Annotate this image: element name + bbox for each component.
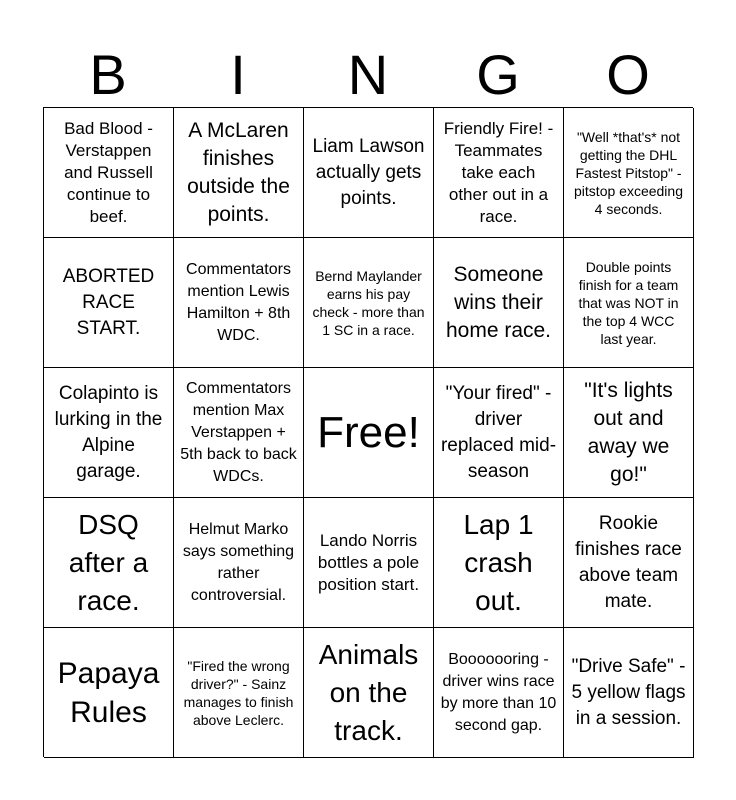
cell-text: Liam Lawson actually gets points. <box>312 135 425 209</box>
bingo-cell[interactable] <box>44 238 174 368</box>
bingo-cell[interactable] <box>564 368 694 498</box>
header-letter-g: G <box>476 43 520 106</box>
bingo-cell[interactable] <box>304 108 434 238</box>
bingo-cell[interactable] <box>174 368 304 498</box>
cell-text: Lap 1 crash out. <box>463 508 534 616</box>
free-space-text: Free! <box>317 407 420 457</box>
bingo-cell[interactable] <box>434 628 564 758</box>
cell-text: Helmut Marko says something rather controversial. <box>182 520 295 604</box>
cell-text: Double points finish for a team that was NOT in the top 4 WCC last year. <box>578 258 679 347</box>
cell-text: Lando Norris bottles a pole position start. <box>317 530 420 594</box>
header-letter-b: B <box>89 43 127 106</box>
cell-text: A McLaren finishes outside the points. <box>187 118 290 226</box>
cell-text: Bad Blood - Verstappen and Russell continue to beef. <box>64 118 153 226</box>
bingo-cell[interactable] <box>44 628 174 758</box>
bingo-cell[interactable] <box>304 628 434 758</box>
bingo-cell[interactable] <box>434 108 564 238</box>
bingo-cell[interactable] <box>44 108 174 238</box>
cell-text: Commentators mention Max Verstappen + 5th back to back WDCs. <box>180 379 297 485</box>
cell-text: Someone wins their home race. <box>445 262 552 342</box>
cell-text: Colapinto is lurking in the Alpine garage. <box>54 382 163 482</box>
bingo-cell[interactable] <box>434 368 564 498</box>
bingo-cell[interactable] <box>564 238 694 368</box>
cell-text: Animals on the track. <box>318 638 419 746</box>
cell-text: "It's lights out and away we go!" <box>584 378 673 486</box>
cell-text: Commentators mention Lewis Hamilton + 8th WDC. <box>186 260 291 344</box>
bingo-cell[interactable] <box>174 238 304 368</box>
cell-text: DSQ after a race. <box>68 508 149 616</box>
cell-text: Papaya Rules <box>57 656 160 729</box>
bingo-cell[interactable] <box>174 108 304 238</box>
cell-text: "Well *that's* not getting the DHL Fastest Pitstop" - pitstop exceeding 4 seconds. <box>574 128 683 217</box>
header-letter-i: I <box>230 43 246 106</box>
bingo-cell[interactable] <box>304 238 434 368</box>
cell-text: Booooooring - driver wins race by more than 10 second gap. <box>440 650 557 734</box>
header-letter-n: N <box>347 43 389 106</box>
cell-text: "Drive Safe" - 5 yellow flags in a session. <box>571 655 686 729</box>
bingo-cell[interactable] <box>434 238 564 368</box>
free-space-cell[interactable] <box>304 368 434 498</box>
bingo-cell[interactable] <box>304 498 434 628</box>
bingo-cell[interactable] <box>44 498 174 628</box>
cell-text: ABORTED RACE START. <box>62 265 155 339</box>
bingo-cell[interactable] <box>174 498 304 628</box>
cell-text: Bernd Maylander earns his pay check - more than 1 SC in a race. <box>312 267 425 338</box>
cell-text: Rookie finishes race above team mate. <box>575 512 682 612</box>
cell-text: Friendly Fire! - Teammates take each other out in a race. <box>443 118 554 226</box>
header-letter-o: O <box>606 43 650 106</box>
bingo-cell[interactable] <box>564 498 694 628</box>
bingo-grid <box>43 107 693 757</box>
bingo-header <box>43 42 693 108</box>
cell-text: "Fired the wrong driver?" - Sainz manages to finish above Leclerc. <box>183 657 294 728</box>
bingo-cell[interactable] <box>44 368 174 498</box>
bingo-cell[interactable] <box>564 628 694 758</box>
bingo-cell[interactable] <box>174 628 304 758</box>
bingo-cell[interactable] <box>434 498 564 628</box>
cell-text: "Your fired" - driver replaced mid-season <box>440 382 557 482</box>
bingo-cell[interactable] <box>564 108 694 238</box>
